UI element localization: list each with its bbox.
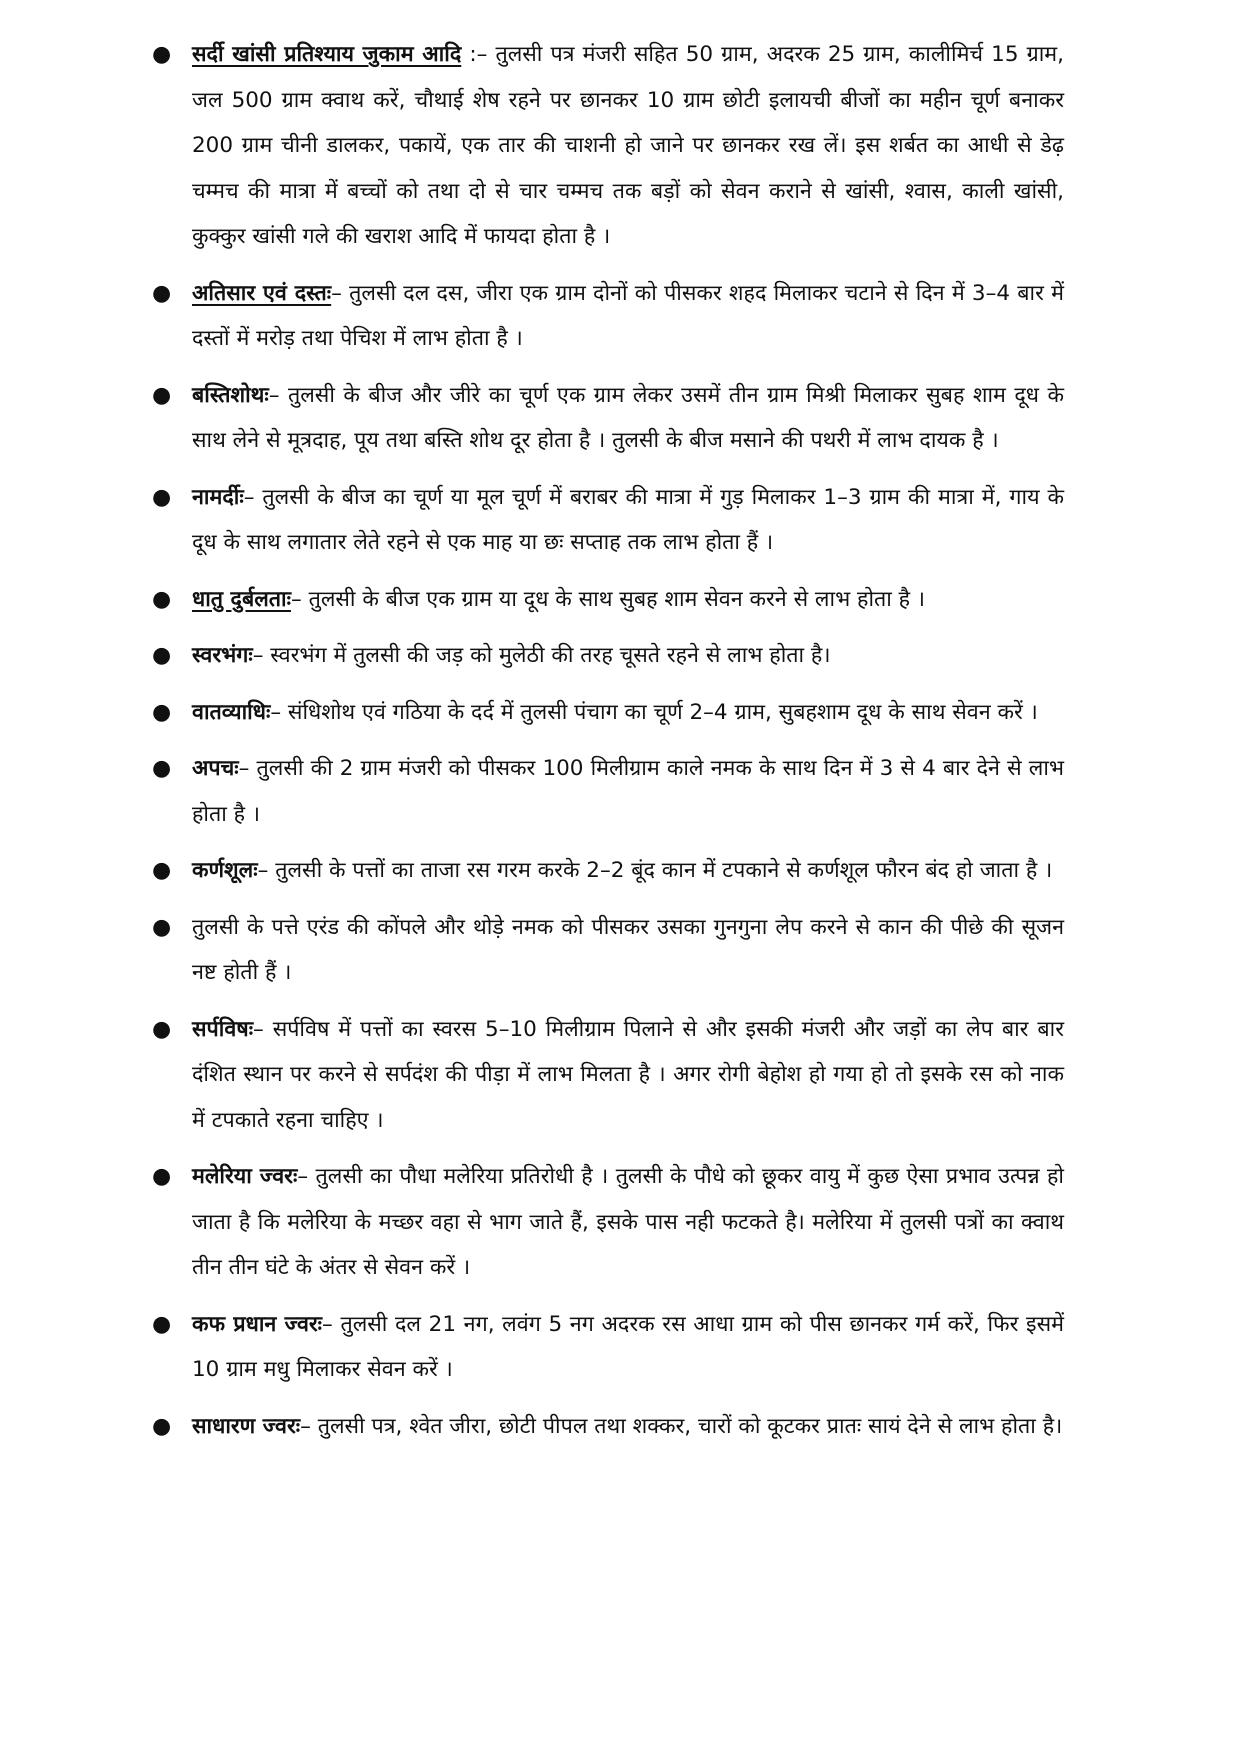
item-text: तुलसी दल 21 नग, लवंग 5 नग अदरक रस आधा ग्राम को पीस छानकर गर्म करें, फिर इसमें 10 ग्राम मधु मिलाकर सेवन करें । [192,1311,1064,1382]
item-text: तुलसी के बीज और जीरे का चूर्ण एक ग्राम लेकर उसमें तीन ग्राम मिश्री मिलाकर सुबह शाम दूध के साथ लेने से मूत्रदाह, पूय तथा बस्ति शोथ दूर होता है । तुलसी के बीज मसाने की पथरी में लाभ दायक है । [192,382,1064,453]
bullet-icon: ● [152,586,172,612]
item-term: कर्णशूलः [192,858,258,883]
item-term: बस्तिशोथः [192,382,269,408]
item-separator: – [297,1164,316,1189]
item-term: नामर्दीः [192,484,244,510]
item-term: स्वरभंगः [192,643,253,668]
bullet-icon: ● [152,643,172,668]
bullet-icon: ● [152,1016,172,1042]
bullet-icon: ● [152,42,172,67]
item-separator: – [252,643,271,668]
list-item [148,1302,1064,1393]
bullet-icon: ● [152,858,172,883]
item-separator: :– [461,42,496,67]
list-item [148,1154,1064,1291]
item-text: तुलसी की 2 ग्राम मंजरी को पीसकर 100 मिलीग्राम काले नमक के साथ दिन में 3 से 4 बार देने से लाभ होता है । [192,756,1064,827]
bullet-icon: ● [152,914,172,940]
item-text: सर्पविष में पत्तों का स्वरस 5–10 मिलीग्राम पिलाने से और इसकी मंजरी और जड़ों का लेप बार बार दंशित स्थान पर करने से सर्पदंश की पीड़ा में लाभ मिलता है । अगर रोगी बेहोश हो गया हो तो इसके रस को नाक में टपकाते रहना चाहिए । [192,1016,1064,1133]
item-separator: – [270,699,288,725]
list-item [148,746,1064,837]
list-item [148,1404,1064,1450]
item-text: तुलसी पत्र मंजरी सहित 50 ग्राम, अदरक 25 ग्राम, कालीमिर्च 15 ग्राम, जल 500 ग्राम क्वाथ करें, चौथाई शेष रहने पर छानकर 10 ग्राम छोटी इलायची बीजों का महीन चूर्ण बनाकर 200 ग्राम चीनी डालकर, पकायें, एक तार की चाशनी हो जाने पर छानकर रख लें। इस शर्बत का आधी से डेढ़ चम्मच की मात्रा में बच्चों को तथा दो से चार चम्मच तक बड़ों को सेवन कराने से खांसी, श्वास, काली खांसी, कुक्कुर खांसी गले की खराश आदि में फायदा होता है । [192,42,1064,249]
item-text: तुलसी के पत्ते एरंड की कोंपले और थोड़े नमक को पीसकर उसका गुनगुना लेप करने से कान की पीछे की सूजन नष्ट होती हैं । [192,914,1064,985]
bullet-icon: ● [152,382,172,408]
list-item [148,690,1064,736]
bullet-icon: ● [152,756,172,781]
item-separator: – [322,1311,341,1337]
list-item [148,1007,1064,1144]
item-text: तुलसी के बीज एक ग्राम या दूध के साथ सुबह शाम सेवन करने से लाभ होता है । [308,586,926,612]
list-item [148,848,1064,894]
item-separator: – [290,586,309,612]
item-text: तुलसी के बीज का चूर्ण या मूल चूर्ण में बराबर की मात्रा में गुड़ मिलाकर 1–3 ग्राम की मात्रा में, गाय के दूध के साथ लगातार लेते रहने से एक माह या छः सप्ताह तक लाभ होता हैं । [192,484,1064,555]
item-term: सर्पविषः [192,1016,254,1042]
list-item [148,32,1064,260]
item-term: साधारण ज्वरः [192,1413,301,1439]
item-text: तुलसी के पत्तों का ताजा रस गरम करके 2–2 बूंद कान में टपकाने से कर्णशूल फौरन बंद हो जाता है । [275,858,1053,883]
list-item [148,905,1064,996]
remedy-list [148,32,1064,1449]
bullet-icon: ● [152,1164,172,1189]
list-item [148,577,1064,623]
item-term: कफ प्रधान ज्वरः [192,1311,323,1337]
bullet-icon: ● [152,1413,172,1439]
item-term: वातव्याधिः [192,699,271,725]
item-separator: – [243,484,263,510]
item-separator: – [300,1413,318,1439]
list-item [148,271,1064,362]
item-term: मलेरिया ज्वरः [192,1164,298,1189]
item-separator: – [257,858,276,883]
item-text: तुलसी दल दस, जीरा एक ग्राम दोनों को पीसकर शहद मिलाकर चटाने से दिन में 3–4 बार में दस्तों में मरोड़ तथा पेचिश में लाभ होता है । [192,280,1064,351]
item-separator: – [238,756,257,781]
item-term: अपचः [192,756,239,781]
bullet-icon: ● [152,280,172,306]
item-separator: – [253,1016,273,1042]
item-term: धातु दुर्बलताः [192,586,291,612]
item-text: तुलसी का पौधा मलेरिया प्रतिरोधी है । तुलसी के पौधे को छूकर वायु में कुछ ऐसा प्रभाव उत्पन्न हो जाता है कि मलेरिया के मच्छर वहा से भाग जाते हैं, इसके पास नही फटकते है। मलेरिया में तुलसी पत्रों का क्वाथ तीन तीन घंटे के अंतर से सेवन करें । [192,1164,1064,1280]
item-separator: – [331,280,350,306]
item-separator: – [268,382,288,408]
item-text: संधिशोथ एवं गठिया के दर्द में तुलसी पंचाग का चूर्ण 2–4 ग्राम, सुबहशाम दूध के साथ सेवन करें । [287,699,1038,725]
item-text: तुलसी पत्र, श्वेत जीरा, छोटी पीपल तथा शक्कर, चारों को कूटकर प्रातः सायं देने से लाभ होता है। [317,1413,1063,1439]
bullet-icon: ● [152,484,172,510]
item-text: स्वरभंग में तुलसी की जड़ को मुलेठी की तरह चूसते रहने से लाभ होता है। [270,643,831,668]
bullet-icon: ● [152,699,172,725]
list-item [148,475,1064,566]
item-term: अतिसार एवं दस्तः [192,280,332,306]
item-term: सर्दी खांसी प्रतिश्याय जुकाम आदि [192,42,462,67]
list-item [148,373,1064,464]
bullet-icon: ● [152,1311,172,1337]
list-item [148,633,1064,679]
